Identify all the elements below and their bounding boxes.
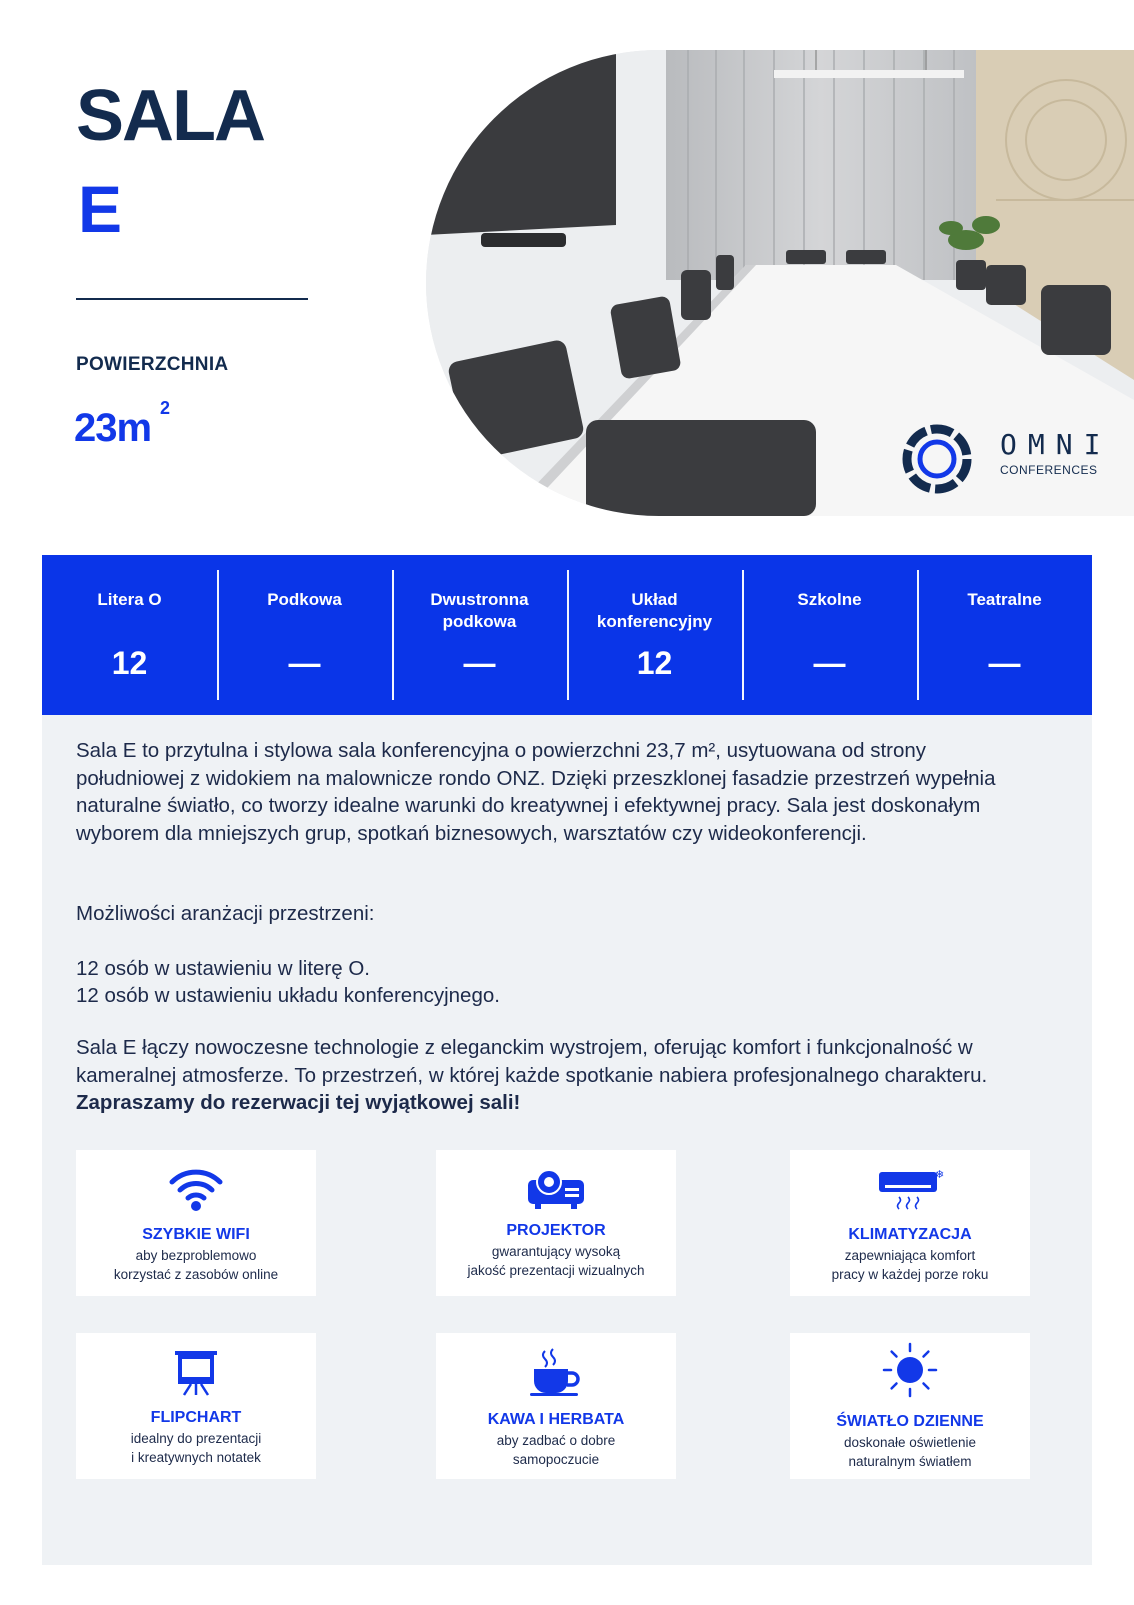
- feature-title: FLIPCHART: [150, 1409, 242, 1426]
- feature-description: doskonałe oświetlenie naturalnym światłem: [843, 1435, 977, 1469]
- feature-title: ŚWIATŁO DZIENNE: [836, 1413, 984, 1430]
- description-closing: [76, 1034, 1016, 1117]
- area-label: POWIERZCHNIA: [76, 354, 229, 375]
- layout-capacity: 12: [111, 645, 148, 681]
- feature-daylight: [790, 1333, 1030, 1479]
- arrangement-heading: Możliwości aranżacji przestrzeni:: [76, 902, 375, 925]
- layout-name: Litera O: [97, 590, 162, 609]
- layout-dwustronna-podkowa: [392, 555, 567, 715]
- layout-name: Szkolne: [797, 590, 862, 609]
- description-intro: Sala E to przytulna i stylowa sala konferencyjna o powierzchni 23,7 m², usytuowana od strony południowej z widokiem na malownicze rondo ONZ. Dzięki przeszklonej fasadzie przestrzeń wypełnia naturalne światło, co tworzy idealne warunki do kreatywnej i efektywnej pracy. Sala jest doskonałym wyborem dla mniejszych grup, spotkań biznesowych, warsztatów czy wideokonferencji.: [76, 739, 996, 845]
- room-letter: E: [78, 172, 123, 246]
- air-conditioner-icon: [790, 1164, 1030, 1214]
- layout-capacity: —: [813, 645, 846, 681]
- layout-capacity: 12: [636, 645, 673, 681]
- layout-podkowa: [217, 555, 392, 715]
- logo-wordmark: OMNI: [1000, 428, 1112, 461]
- layout-uklad-konferencyjny: [567, 555, 742, 715]
- feature-flipchart: [76, 1333, 316, 1479]
- layout-capacity: —: [988, 645, 1021, 681]
- feature-air-conditioning: [790, 1150, 1030, 1296]
- seating-layouts-bar: [42, 555, 1092, 715]
- layout-capacity: —: [288, 645, 321, 681]
- layout-litera-o: [42, 555, 217, 715]
- feature-title: SZYBKIE WIFI: [142, 1226, 250, 1243]
- feature-title: KAWA I HERBATA: [487, 1411, 625, 1428]
- layout-name: Podkowa: [267, 590, 342, 609]
- coffee-cup-icon: [436, 1347, 676, 1397]
- feature-description: gwarantujący wysoką jakość prezentacji wizualnych: [467, 1244, 645, 1278]
- projector-icon: [436, 1164, 676, 1214]
- layout-teatralne: [917, 555, 1092, 715]
- layout-name: Układ konferencyjny: [596, 590, 713, 631]
- layout-capacity: —: [463, 645, 496, 681]
- arrangement-item: 12 osób w ustawieniu w literę O.: [76, 957, 370, 980]
- feature-projector: [436, 1150, 676, 1296]
- feature-description: aby zadbać o dobre samopoczucie: [496, 1433, 616, 1467]
- arrangement-item: 12 osób w ustawieniu układu konferencyjnego.: [76, 984, 500, 1007]
- layout-szkolne: [742, 555, 917, 715]
- feature-wifi: [76, 1150, 316, 1296]
- feature-coffee-tea: [436, 1333, 676, 1479]
- feature-title: PROJEKTOR: [506, 1222, 606, 1239]
- sun-icon: [790, 1345, 1030, 1395]
- room-title: SALA: [76, 76, 264, 156]
- omni-logo-icon: [898, 420, 976, 498]
- title-divider: [76, 298, 308, 300]
- closing-call-to-action: Zapraszamy do rezerwacji tej wyjątkowej sali!: [76, 1091, 521, 1114]
- closing-text: Sala E łączy nowoczesne technologie z eleganckim wystrojem, oferując komfort i funkcjonalność w kameralnej atmosferze. To przestrzeń, w której każde spotkanie nabiera profesjonalnego charakteru.: [76, 1036, 988, 1087]
- feature-description: aby bezproblemowo korzystać z zasobów online: [113, 1248, 279, 1282]
- feature-description: zapewniająca komfort pracy w każdej porze roku: [831, 1248, 989, 1282]
- flipchart-icon: [76, 1347, 316, 1397]
- area-unit-superscript: 2: [160, 398, 171, 418]
- wifi-icon: [76, 1164, 316, 1214]
- svg-text:❄: ❄: [935, 1168, 945, 1181]
- feature-title: KLIMATYZACJA: [848, 1226, 972, 1243]
- area-value: 23m: [74, 406, 152, 450]
- feature-description: idealny do prezentacji i kreatywnych notatek: [130, 1431, 262, 1465]
- layout-name: Dwustronna podkowa: [430, 590, 529, 631]
- logo-tagline: CONFERENCES: [1000, 463, 1098, 477]
- layout-name: Teatralne: [967, 590, 1042, 609]
